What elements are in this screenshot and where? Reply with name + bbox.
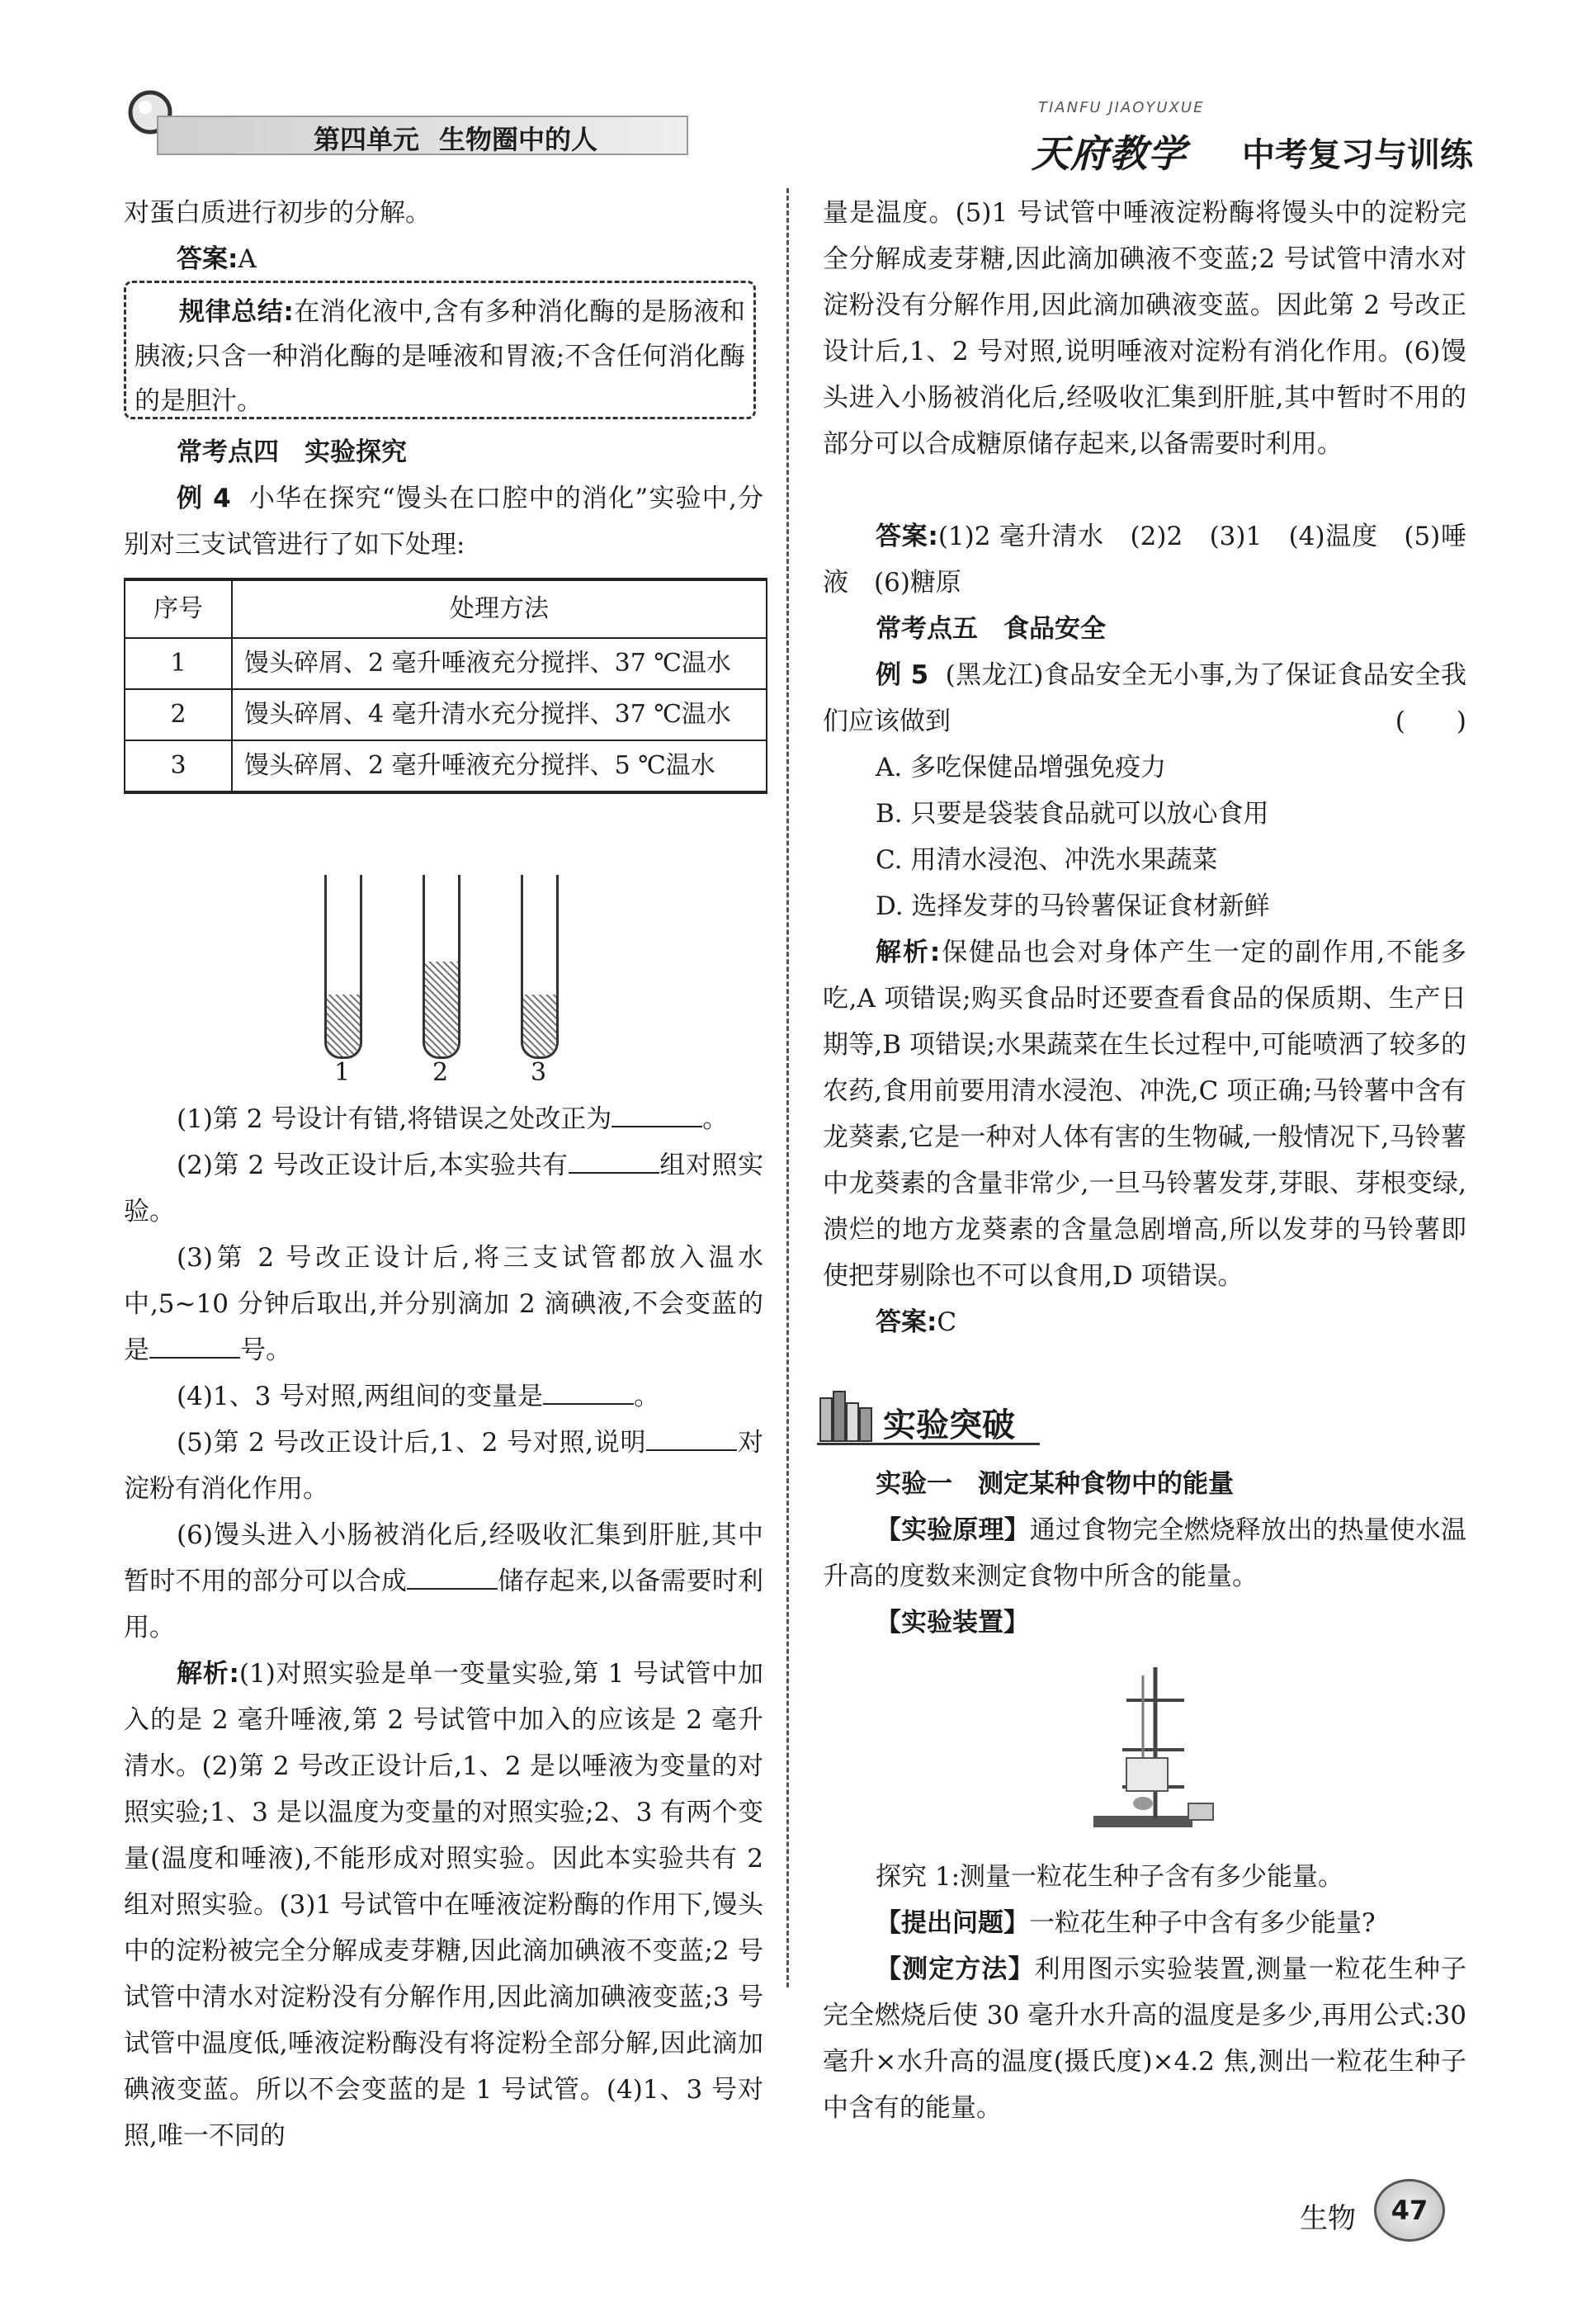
table-cell: 1 [125, 638, 232, 689]
table-cell: 2 [125, 689, 232, 740]
q5-text: (5)第 2 号改正设计后,1、2 号对照,说明 [177, 1428, 647, 1458]
q6-text: (6)馒头进入小肠被消化后,经吸收汇集到肝脏,其中暂时不用的部分可以合成 [124, 1520, 763, 1596]
table-row [125, 740, 767, 792]
q1-text: (1)第 2 号设计有错,将错误之处改正为 [177, 1104, 612, 1134]
option-a: A. 多吃保健品增强免疫力 [876, 753, 1167, 782]
answer-4 [823, 513, 1466, 606]
books-icon [817, 1387, 875, 1443]
q2-end: 组对照实验。 [124, 1151, 763, 1226]
table-cell: 馒头碎屑、2 毫升唾液充分搅拌、37 ℃温水 [232, 638, 767, 689]
principle-label: 【实验原理】 [876, 1515, 1030, 1545]
analysis-text: 保健品也会对身体产生一定的副作用,不能多吃,A 项错误;购买食品时还要查看食品的保质期、生产日期等,B 项错误;水果蔬菜在生长过程中,可能喷洒了较多的农药,食用前要用清水浸泡、冲洗,C 项正确;马铃薯中含有龙葵素,它是一种对人体有害的生物碱,一般情况下,马铃薯中龙葵素的含量非常少,一旦马铃薯发芽,芽眼、芽根变绿,溃烂的地方龙葵素的含量急剧增高,所以发芽的马铃薯即使把芽剔除也不可以食用,D 项错误。 [823, 938, 1466, 1291]
example5 [823, 652, 1466, 744]
answer-label: 答案: [876, 522, 938, 551]
ex5-text: (黑龙江)食品安全无小事,为了保证食品安全我们应该做到 [823, 660, 1466, 736]
intro-text: 对蛋白质进行初步的分解。 [124, 198, 431, 228]
point4-title: 常考点四 实验探究 [177, 437, 407, 467]
apparatus-illustration [1077, 1651, 1217, 1845]
test-tube-1 [324, 875, 362, 1059]
ex5-label: 例 5 [876, 660, 929, 690]
answer-value: A [238, 244, 257, 274]
analysis-4-cont: 量是温度。(5)1 号试管中唾液淀粉酶将馒头中的淀粉完全分解成麦芽糖,因此滴加碘液不变蓝;2 号试管中清水对淀粉没有分解作用,因此滴加碘液变蓝。因此第 2 号改正设计后,1、2 号对照,说明唾液对淀粉有消化作用。(6)馒头进入小肠被消化后,经吸收汇集到肝脏,其中暂时不用的部分可以合成糖原储存起来,以备需要时利用。 [823, 198, 1466, 459]
example4 [124, 475, 763, 568]
brand-logo: 天府教学 [1032, 131, 1187, 176]
q6-end: 储存起来,以备需要时利用。 [124, 1567, 764, 1642]
ex4-label: 例 4 [177, 484, 231, 513]
answer-label: 答案: [876, 1307, 937, 1337]
q4-text: (4)1、3 号对照,两组间的变量是 [177, 1382, 544, 1411]
tube-label: 3 [531, 1058, 547, 1087]
q2-text: (2)第 2 号改正设计后,本实验共有 [177, 1151, 569, 1180]
answer-paren[interactable]: ( ) [1395, 707, 1466, 736]
q3-end: 号。 [240, 1335, 291, 1365]
ex4-text: 小华在探究“馒头在口腔中的消化”实验中,分别对三支试管进行了如下处理: [124, 484, 763, 560]
test-tube-3 [521, 875, 559, 1059]
q4-end: 。 [634, 1382, 660, 1411]
rule-label: 规律总结: [179, 297, 294, 327]
answer-value: C [937, 1307, 957, 1337]
answer-blank[interactable] [543, 1378, 634, 1405]
tube-label: 1 [334, 1058, 351, 1087]
q5-end: 对淀粉有消化作用。 [124, 1428, 763, 1504]
rule-summary-box [124, 281, 756, 419]
table-header: 处理方法 [232, 579, 767, 638]
option-c: C. 用清水浸泡、冲洗水果蔬菜 [876, 845, 1218, 875]
section-underline [817, 1443, 1040, 1445]
question-4 [124, 1373, 763, 1420]
answer-blank[interactable] [407, 1563, 498, 1590]
answer-value: (1)2 毫升清水 (2)2 (3)1 (4)温度 (5)唾液 (6)糖原 [823, 522, 1466, 598]
method [823, 1946, 1466, 2131]
tube-label: 2 [432, 1058, 449, 1087]
q3-text: (3)第 2 号改正设计后,将三支试管都放入温水中,5~10 分钟后取出,并分别滴加 2 滴碘液,不会变蓝的是 [124, 1243, 763, 1365]
analysis-label: 解析: [876, 938, 941, 967]
option-b: B. 只要是袋装食品就可以放心食用 [876, 799, 1269, 829]
table-header-row [125, 579, 767, 638]
question-text: 一粒花生种子中含有多少能量? [1029, 1908, 1376, 1938]
analysis-5 [823, 929, 1466, 1299]
column-divider [786, 188, 789, 1987]
answer-5 [823, 1299, 1466, 1345]
q1-end: 。 [702, 1104, 729, 1134]
experiment1-title: 实验一 测定某种食物中的能量 [876, 1469, 1234, 1499]
device-label-text: 【实验装置】 [876, 1608, 1029, 1638]
unit-label: 第四单元 [314, 124, 420, 155]
rule-text: 在消化液中,含有多种消化酶的是肠液和胰液;只含一种消化酶的是唾液和胃液;不含任何消化酶的是胆汁。 [135, 297, 745, 416]
option-d: D. 选择发芽的马铃薯保证食材新鲜 [876, 891, 1270, 921]
table-cell: 馒头碎屑、2 毫升唾液充分搅拌、5 ℃温水 [232, 740, 767, 792]
question-6 [124, 1512, 763, 1651]
table-row [125, 689, 767, 740]
footer-subject: 生物 [1300, 2202, 1356, 2235]
raise-question [823, 1900, 1466, 1946]
point5-title: 常考点五 食品安全 [876, 614, 1106, 644]
test-tube-2 [423, 875, 460, 1059]
answer-blank[interactable] [611, 1101, 702, 1127]
analysis-text: (1)对照实验是单一变量实验,第 1 号试管中加入的是 2 毫升唾液,第 2 号试管中加入的应该是 2 毫升清水。(2)第 2 号改正设计后,1、2 是以唾液为变量的对照实验;1、3 是以温度为变量的对照实验;2、3 有两个变量(温度和唾液),不能形成对照实验。因此本实验共有 2 组对照实验。(3)1 号试管中在唾液淀粉酶的作用下,馒头中的淀粉被完全分解成麦芽糖,因此滴加碘液不变蓝;2 号试管中清水对淀粉没有分解作用,因此滴加碘液变蓝;3 号试管中温度低,唾液淀粉酶没有将淀粉全部分解,因此滴加碘液变蓝。所以不会变蓝的是 1 号试管。(4)1、3 号对照,唯一不同的 [124, 1659, 763, 2151]
principle-text: 通过食物完全燃烧释放出的热量使水温升高的度数来测定食物中所含的能量。 [823, 1515, 1467, 1591]
answer-blank[interactable] [646, 1425, 737, 1451]
table-header: 序号 [125, 579, 232, 638]
answer-a [124, 236, 763, 282]
method-label: 【测定方法】 [876, 1954, 1035, 1984]
page-number: 47 [1374, 2179, 1445, 2242]
principle [823, 1507, 1466, 1600]
method-text: 利用图示实验装置,测量一粒花生种子完全燃烧后使 30 毫升水升高的温度是多少,再用公式:30 毫升×水升高的温度(摄氏度)×4.2 焦,测出一粒花生种子中含有的能量。 [823, 1954, 1467, 2123]
device-label [823, 1600, 1466, 1646]
brand-pinyin: TIANFU JIAOYUXUE [1038, 99, 1205, 116]
series-title: 中考复习与训练 [1242, 136, 1473, 174]
explore-1: 探究 1:测量一粒花生种子含有多少能量。 [876, 1862, 1344, 1892]
unit-title: 生物圈中的人 [439, 124, 598, 155]
analysis-4 [124, 1651, 763, 2159]
question-1 [124, 1096, 763, 1142]
table-cell: 3 [125, 740, 232, 792]
treatment-table [124, 578, 767, 794]
header-unit-title [314, 119, 597, 157]
analysis-label: 解析: [177, 1659, 239, 1689]
question-2 [124, 1142, 763, 1235]
question-5 [124, 1420, 763, 1512]
answer-blank[interactable] [569, 1147, 659, 1174]
answer-blank[interactable] [149, 1332, 240, 1359]
answer-label: 答案: [177, 244, 238, 274]
table-cell: 馒头碎屑、4 毫升清水充分搅拌、37 ℃温水 [232, 689, 767, 740]
question-label: 【提出问题】 [876, 1908, 1029, 1938]
question-3 [124, 1235, 763, 1373]
section-title: 实验突破 [883, 1406, 1015, 1444]
table-row [125, 638, 767, 689]
